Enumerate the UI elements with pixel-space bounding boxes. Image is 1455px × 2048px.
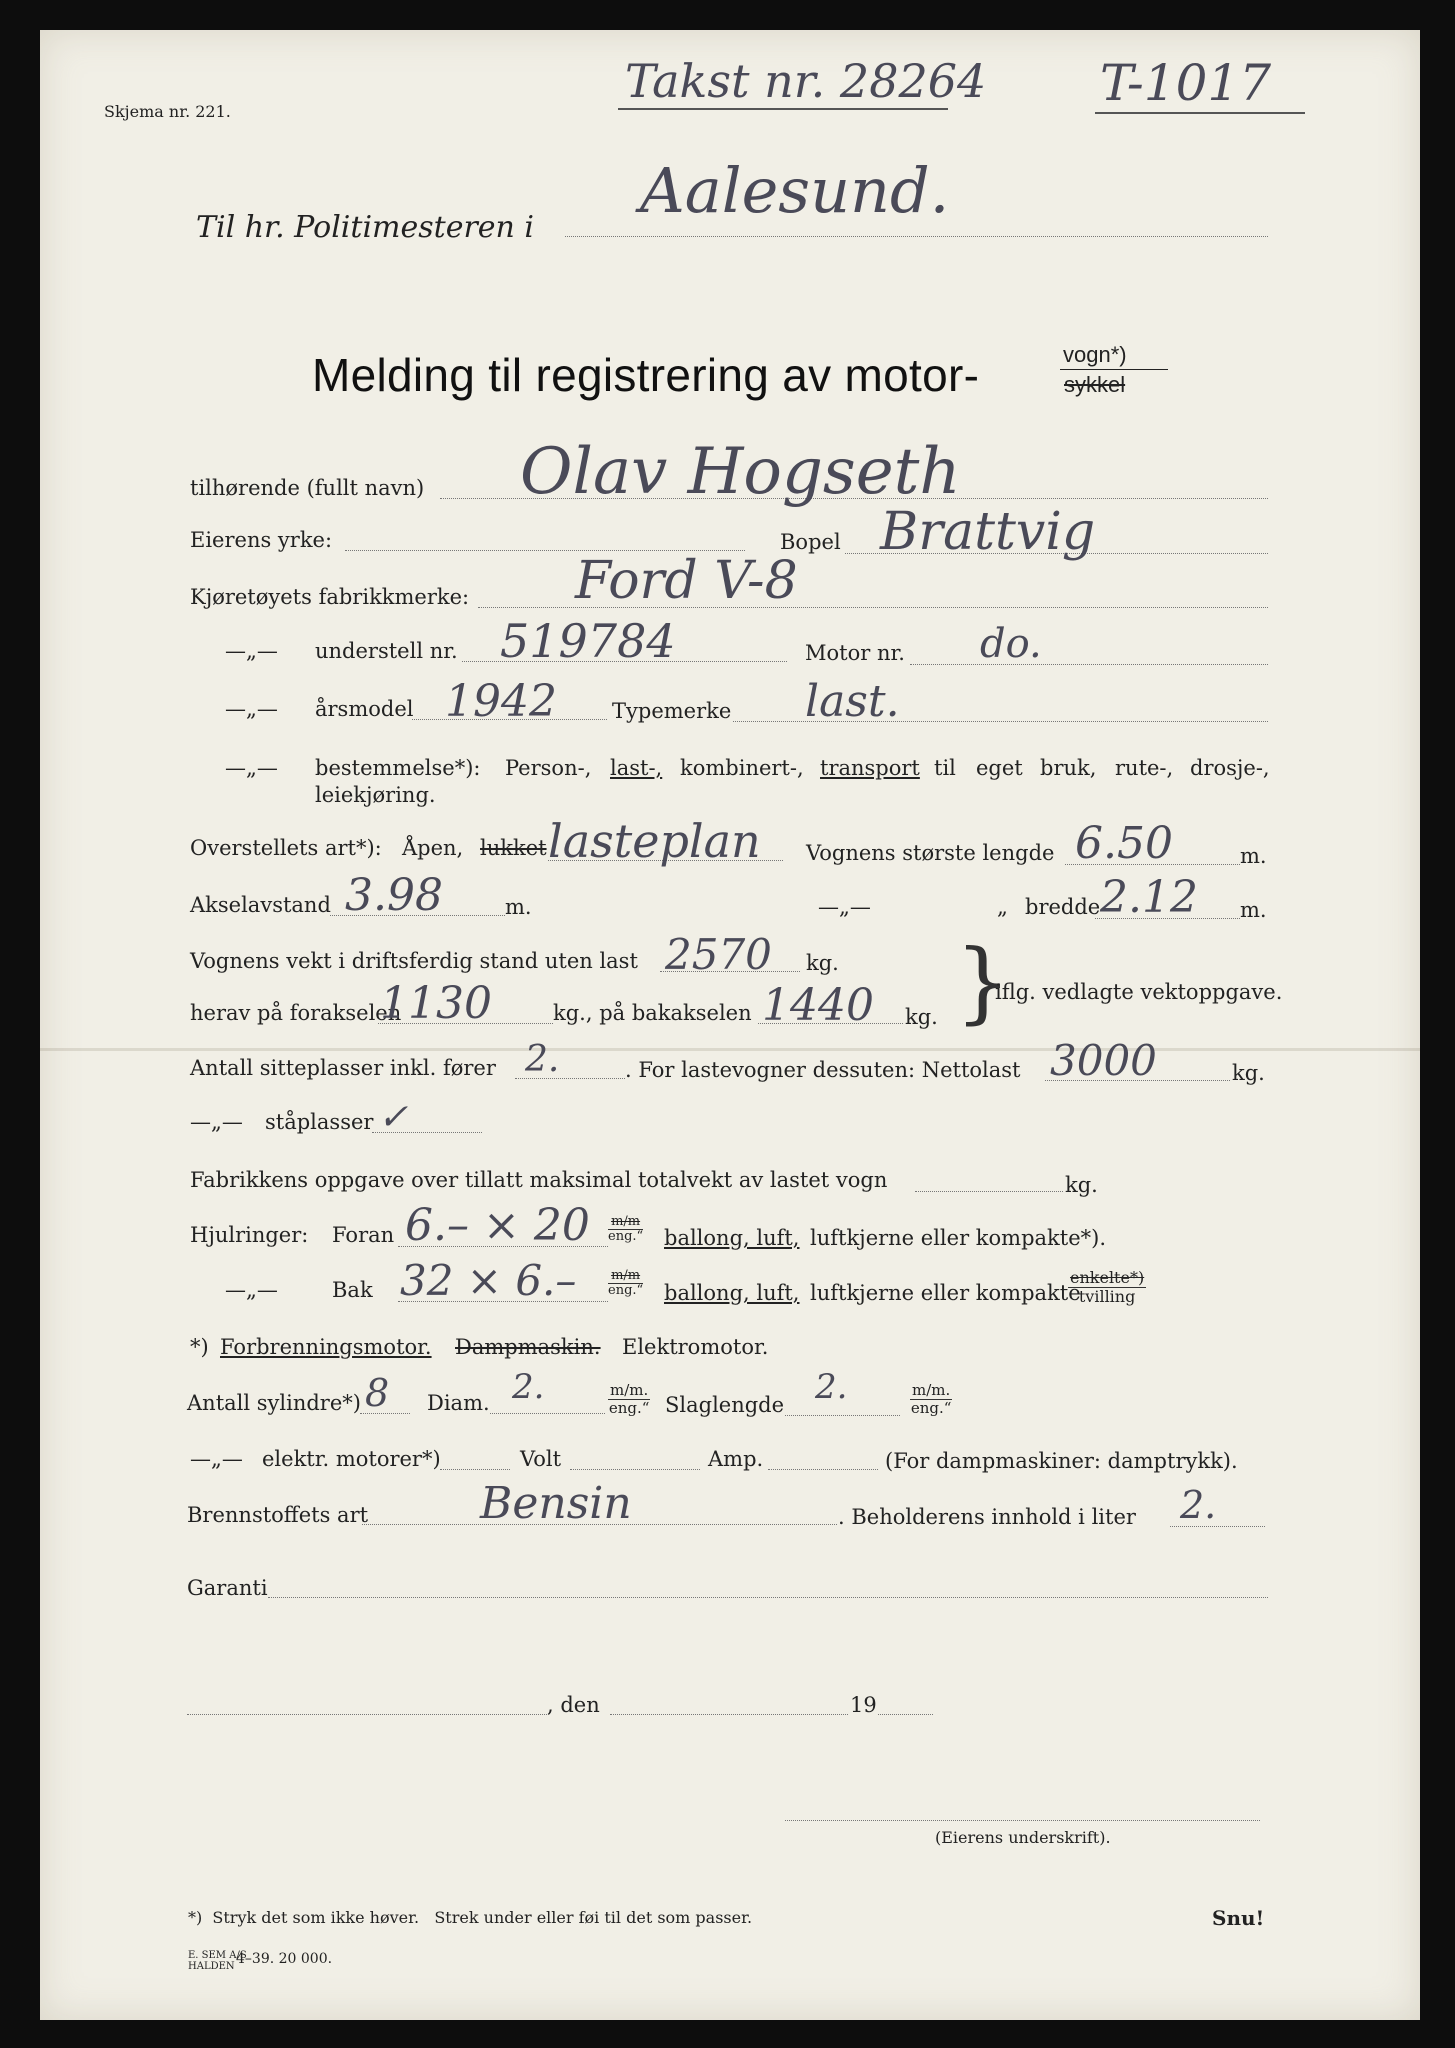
rear-axle-unit: kg.	[905, 1005, 938, 1029]
body-type-handwritten: lasteplan	[548, 814, 761, 868]
body-closed: lukket	[480, 836, 547, 860]
wheelbase-handwritten: 3.98	[345, 870, 443, 921]
diameter-line	[490, 1413, 605, 1414]
purpose-eget: eget	[976, 756, 1023, 780]
unit-eng: eng.“	[608, 1283, 644, 1299]
wheels-front-ballong: ballong, luft,	[664, 1226, 800, 1250]
diameter-label: Diam.	[427, 1391, 490, 1415]
unit-mm: m/m.	[610, 1381, 649, 1399]
net-load-unit: kg.	[1232, 1061, 1265, 1085]
gross-weight-label: Fabrikkens oppgave over tillatt maksimal totalvekt av lastet vogn	[190, 1168, 888, 1192]
wheelbase-unit: m.	[505, 895, 532, 919]
takst-underline	[618, 108, 948, 110]
rear-axle-label: kg., på bakakselen	[553, 1001, 752, 1025]
owner-signature-label: (Eierens underskrift).	[935, 1828, 1111, 1847]
weight-unit: kg.	[806, 951, 839, 975]
ditto-mark-3: —„—	[225, 756, 278, 780]
purpose-label: bestemmelse*):	[315, 756, 481, 780]
max-length-label: Vognens største lengde	[806, 841, 1055, 865]
gross-weight-line	[915, 1191, 1063, 1192]
ditto-mark-4: —„—	[818, 895, 871, 919]
front-axle-label: herav på forakselen	[190, 1001, 402, 1025]
reference-number-handwritten: T-1017	[1100, 54, 1272, 112]
type-label: Typemerke	[612, 699, 732, 723]
fold-crease	[40, 1048, 1420, 1051]
wheels-front-options-a	[664, 1228, 800, 1249]
front-axle-handwritten: 1130	[380, 978, 492, 1029]
engine-combustion: Forbrenningsmotor.	[220, 1335, 432, 1359]
purpose-rental: leiekjøring.	[315, 783, 436, 807]
stroke-handwritten: 2.	[815, 1367, 848, 1407]
purpose-transport: transport	[820, 756, 920, 780]
owner-signature-line	[785, 1820, 1260, 1821]
form-page	[40, 30, 1420, 2020]
date-line	[610, 1714, 848, 1715]
unit-mm: m/m	[608, 1269, 643, 1284]
seats-handwritten: 2.	[525, 1039, 560, 1080]
police-district-handwritten: Aalesund.	[640, 154, 950, 227]
chassis-handwritten: 519784	[500, 614, 676, 668]
unit-mm: m/m	[608, 1215, 643, 1230]
title-sykkel: sykkel	[1064, 372, 1126, 397]
engine-footnote-mark: *)	[190, 1335, 209, 1359]
rear-axle-handwritten: 1440	[762, 980, 874, 1031]
purpose-til: til	[934, 756, 956, 780]
model-year-handwritten: 1942	[445, 676, 557, 727]
weight-note: iflg. vedlagte vektoppgave.	[995, 980, 1283, 1004]
address-label: Til hr. Politimesteren i	[196, 210, 534, 245]
diameter-unit	[608, 1382, 650, 1416]
max-length-handwritten: 6.50	[1075, 818, 1173, 869]
purpose-taxi: drosje-,	[1190, 756, 1270, 780]
motor-line	[910, 664, 1268, 665]
engine-steam: Dampmaskin.	[455, 1335, 601, 1359]
form-title: Melding til registrering av motor-	[312, 349, 980, 401]
cylinders-handwritten: 8	[365, 1371, 390, 1415]
fuel-handwritten: Bensin	[480, 1478, 632, 1529]
date-den-label: , den	[547, 1693, 600, 1717]
max-length-unit: m.	[1240, 844, 1267, 868]
type-handwritten: last.	[805, 676, 900, 727]
print-info: 4–39. 20 000.	[236, 1951, 333, 1967]
purpose-route: rute-,	[1115, 756, 1174, 780]
wheels-rear-options-a	[664, 1283, 800, 1304]
body-open: Åpen,	[402, 836, 464, 860]
owner-name-label: tilhørende (fullt navn)	[190, 476, 425, 500]
steam-pressure-note: (For dampmaskiner: damptrykk).	[885, 1449, 1238, 1473]
ditto-mark-5: —„—	[190, 1110, 243, 1134]
fuel-label: Brennstoffets art	[187, 1503, 369, 1527]
seats-label: Antall sitteplasser inkl. fører	[190, 1056, 496, 1080]
reference-underline	[1095, 112, 1305, 114]
chassis-label: understell nr.	[315, 639, 458, 663]
wheels-rear-unit	[608, 1269, 643, 1299]
cylinders-label: Antall sylindre*)	[187, 1391, 361, 1415]
wheels-rear-options-b: luftkjerne eller kompakte	[810, 1281, 1081, 1305]
engine-electric: Elektromotor.	[622, 1335, 769, 1359]
year-prefix: 19	[850, 1693, 877, 1717]
unit-eng: eng.“	[608, 1398, 650, 1417]
printer-name: E. SEM A/S HALDEN	[188, 1950, 247, 1972]
wheels-front-handwritten: 6.– × 20	[405, 1200, 590, 1251]
weight-brace: }	[955, 930, 1011, 1033]
ditto-mark-7: —„—	[190, 1447, 243, 1471]
make-handwritten: Ford V-8	[575, 551, 798, 611]
width-unit: m.	[1240, 898, 1267, 922]
wheels-front-unit	[608, 1215, 643, 1245]
amp-line	[768, 1469, 878, 1470]
owner-name-handwritten: Olav Hogseth	[520, 435, 961, 509]
wheels-label: Hjulringer:	[190, 1223, 309, 1247]
body-type-label: Overstellets art*):	[190, 836, 382, 860]
single-tyre: enkelte*)	[1070, 1268, 1145, 1287]
ditto-mark-1: —„—	[225, 639, 278, 663]
purpose-person: Person-,	[505, 756, 592, 780]
standing-label: ståplasser	[265, 1110, 374, 1134]
purpose-cargo: last-,	[610, 756, 663, 780]
amp-label: Amp.	[708, 1447, 764, 1471]
residence-label: Bopel	[780, 530, 841, 554]
twin-tyre: tvilling	[1078, 1286, 1136, 1306]
weight-handwritten: 2570	[665, 930, 772, 979]
residence-handwritten: Brattvig	[880, 502, 1096, 562]
make-label: Kjøretøyets fabrikkmerke:	[190, 585, 470, 609]
purpose-bruk: bruk,	[1040, 756, 1097, 780]
tank-handwritten: 2.	[1180, 1483, 1217, 1527]
wheels-rear-label: Bak	[332, 1278, 373, 1302]
wheels-front-options-b: luftkjerne eller kompakte*).	[810, 1226, 1106, 1250]
model-year-label: årsmodel	[315, 697, 414, 721]
unit-eng: eng.“	[608, 1229, 644, 1245]
guarantee-label: Garanti	[187, 1576, 268, 1600]
ditto-mark-6: —„—	[225, 1278, 278, 1302]
wheels-rear-ballong: ballong, luft,	[664, 1281, 800, 1305]
stroke-line	[785, 1415, 900, 1416]
year-line	[878, 1714, 933, 1715]
electric-motors-line	[440, 1469, 510, 1470]
footer-note: *) Stryk det som ikke høver. Strek under eller føi til det som passer.	[188, 1908, 753, 1927]
volt-label: Volt	[520, 1447, 562, 1471]
width-ditto: „	[997, 895, 1008, 919]
electric-motors-label: elektr. motorer*)	[262, 1447, 441, 1471]
wheels-rear-single-twin	[1068, 1269, 1146, 1305]
ditto-mark-2: —„—	[225, 697, 278, 721]
wheels-front-label: Foran	[332, 1223, 395, 1247]
standing-handwritten: ✓	[378, 1097, 409, 1138]
turn-over: Snu!	[1212, 1906, 1265, 1930]
motor-handwritten: do.	[980, 621, 1042, 667]
title-vogn: vogn*)	[1063, 342, 1127, 367]
wheels-rear-handwritten: 32 × 6.–	[400, 1256, 577, 1305]
net-load-handwritten: 3000	[1050, 1036, 1157, 1085]
title-fraction-bar	[1060, 369, 1168, 370]
gross-weight-unit: kg.	[1065, 1173, 1098, 1197]
unit-eng: eng.“	[910, 1398, 952, 1417]
diameter-handwritten: 2.	[512, 1367, 545, 1407]
width-handwritten: 2.12	[1100, 872, 1198, 923]
tank-label: . Beholderens innhold i liter	[838, 1505, 1136, 1529]
occupation-label: Eierens yrke:	[190, 528, 333, 552]
stroke-label: Slaglengde	[665, 1393, 785, 1417]
volt-line	[570, 1469, 700, 1470]
weight-label: Vognens vekt i driftsferdig stand uten last	[190, 949, 638, 973]
address-line	[565, 236, 1268, 237]
unit-mm: m/m.	[912, 1381, 951, 1399]
width-label: bredde	[1025, 895, 1101, 919]
motor-label: Motor nr.	[805, 641, 905, 665]
schema-number: Skjema nr. 221.	[104, 102, 231, 121]
wheelbase-label: Akselavstand	[190, 893, 331, 917]
stroke-unit	[910, 1382, 952, 1416]
purpose-combined: kombinert-,	[680, 756, 804, 780]
cargo-label: . For lastevogner dessuten: Nettolast	[625, 1058, 1021, 1082]
place-line	[187, 1714, 547, 1715]
guarantee-line	[268, 1597, 1268, 1598]
takst-number-handwritten: Takst nr. 28264	[625, 54, 987, 108]
